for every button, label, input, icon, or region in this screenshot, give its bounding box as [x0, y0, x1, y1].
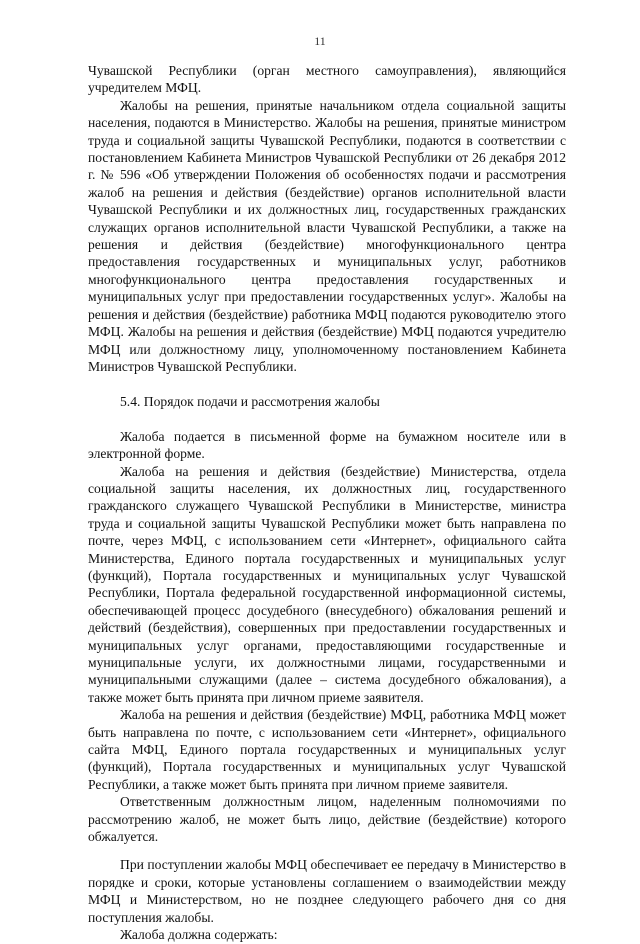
paragraph-mfc-complaint-channels: Жалоба на решения и действия (бездействие) МФЦ, работника МФЦ может быть направлена по почте, с использованием сети «Интернет», официального сайта МФЦ, Единого портала государственных и муниципальных услуг (функций), Портала государственных и муниципальных услуг Чувашской Республики, а также может быть принята при личном приеме заявителя. — [88, 707, 566, 792]
document-body — [88, 62, 566, 944]
paragraph-responsible-official: Ответственным должностным лицом, наделенным полномочиями по рассмотрению жалоб, не может быть лицо, действие (бездействие) которого обжалуется. — [88, 794, 566, 845]
paragraph-continuation: Чувашской Республики (орган местного самоуправления), являющийся учредителем МФЦ. — [88, 63, 566, 96]
paragraph-ministry-complaint-channels: Жалоба на решения и действия (бездействие) Министерства, отдела социальной защиты населения, их должностных лиц, государственного гражданского служащего Чувашской Республики в Министерстве, министра труда и социальной защиты Чувашской Республики может быть направлена по почте, через МФЦ, с использованием сети «Интернет», официального сайта Министерства, Единого портала государственных и муниципальных услуг (функций), Портала государственных и муниципальных услуг Чувашской Республики, Портала федеральной государственной информационной системы, обеспечивающей процесс досудебного (внесудебного) обжалования решений и действий (бездействия), совершенных при предоставлении государственных и муниципальных услуг органами, предоставляющими государственные и муниципальные услуги, их должностными лицами, государственными и муниципальными служащими (далее – система досудебного обжалования), а также может быть принята при личном приеме заявителя. — [88, 463, 566, 705]
paragraph-mfc-transfer: При поступлении жалобы МФЦ обеспечивает ее передачу в Министерство в порядке и сроки, которые установлены соглашением о взаимодействии между МФЦ и Министерством, но не позднее следующего рабочего дня со дня поступления жалобы. — [88, 857, 566, 925]
section-heading: 5.4. Порядок подачи и рассмотрения жалобы — [120, 394, 380, 410]
paragraph-complaint-routing: Жалобы на решения, принятые начальником отдела социальной защиты населения, подаются в Министерство. Жалобы на решения, принятые министром труда и социальной защиты Чувашской Республики, подаются в соответствии с постановлением Кабинета Министров Чувашской Республики от 26 декабря 2012 г. № 596 «Об утверждении Положения об особенностях подачи и рассмотрения жалоб на решения и действия (бездействие) органов исполнительной власти Чувашской Республики и их должностных лиц, государственных гражданских служащих органов исполнительной власти Чувашской Республики, а также на решения и действия (бездействие) многофункционального центра предоставления государственных и муниципальных услуг, работников многофункционального центра предоставления государственных и муниципальных услуг при предоставлении государственных услуг». Жалобы на решения и действия (бездействие) работника МФЦ подаются руководителю этого МФЦ. Жалобы на решения и действия (бездействие) МФЦ подаются учредителю МФЦ или должностному лицу, уполномоченному постановлением Кабинета Министров Чувашской Республики. — [88, 97, 566, 374]
page-number: 11 — [314, 34, 326, 48]
paragraph-complaint-form: Жалоба подается в письменной форме на бумажном носителе или в электронной форме. — [88, 428, 566, 462]
paragraph-complaint-contents: Жалоба должна содержать: — [120, 927, 278, 943]
